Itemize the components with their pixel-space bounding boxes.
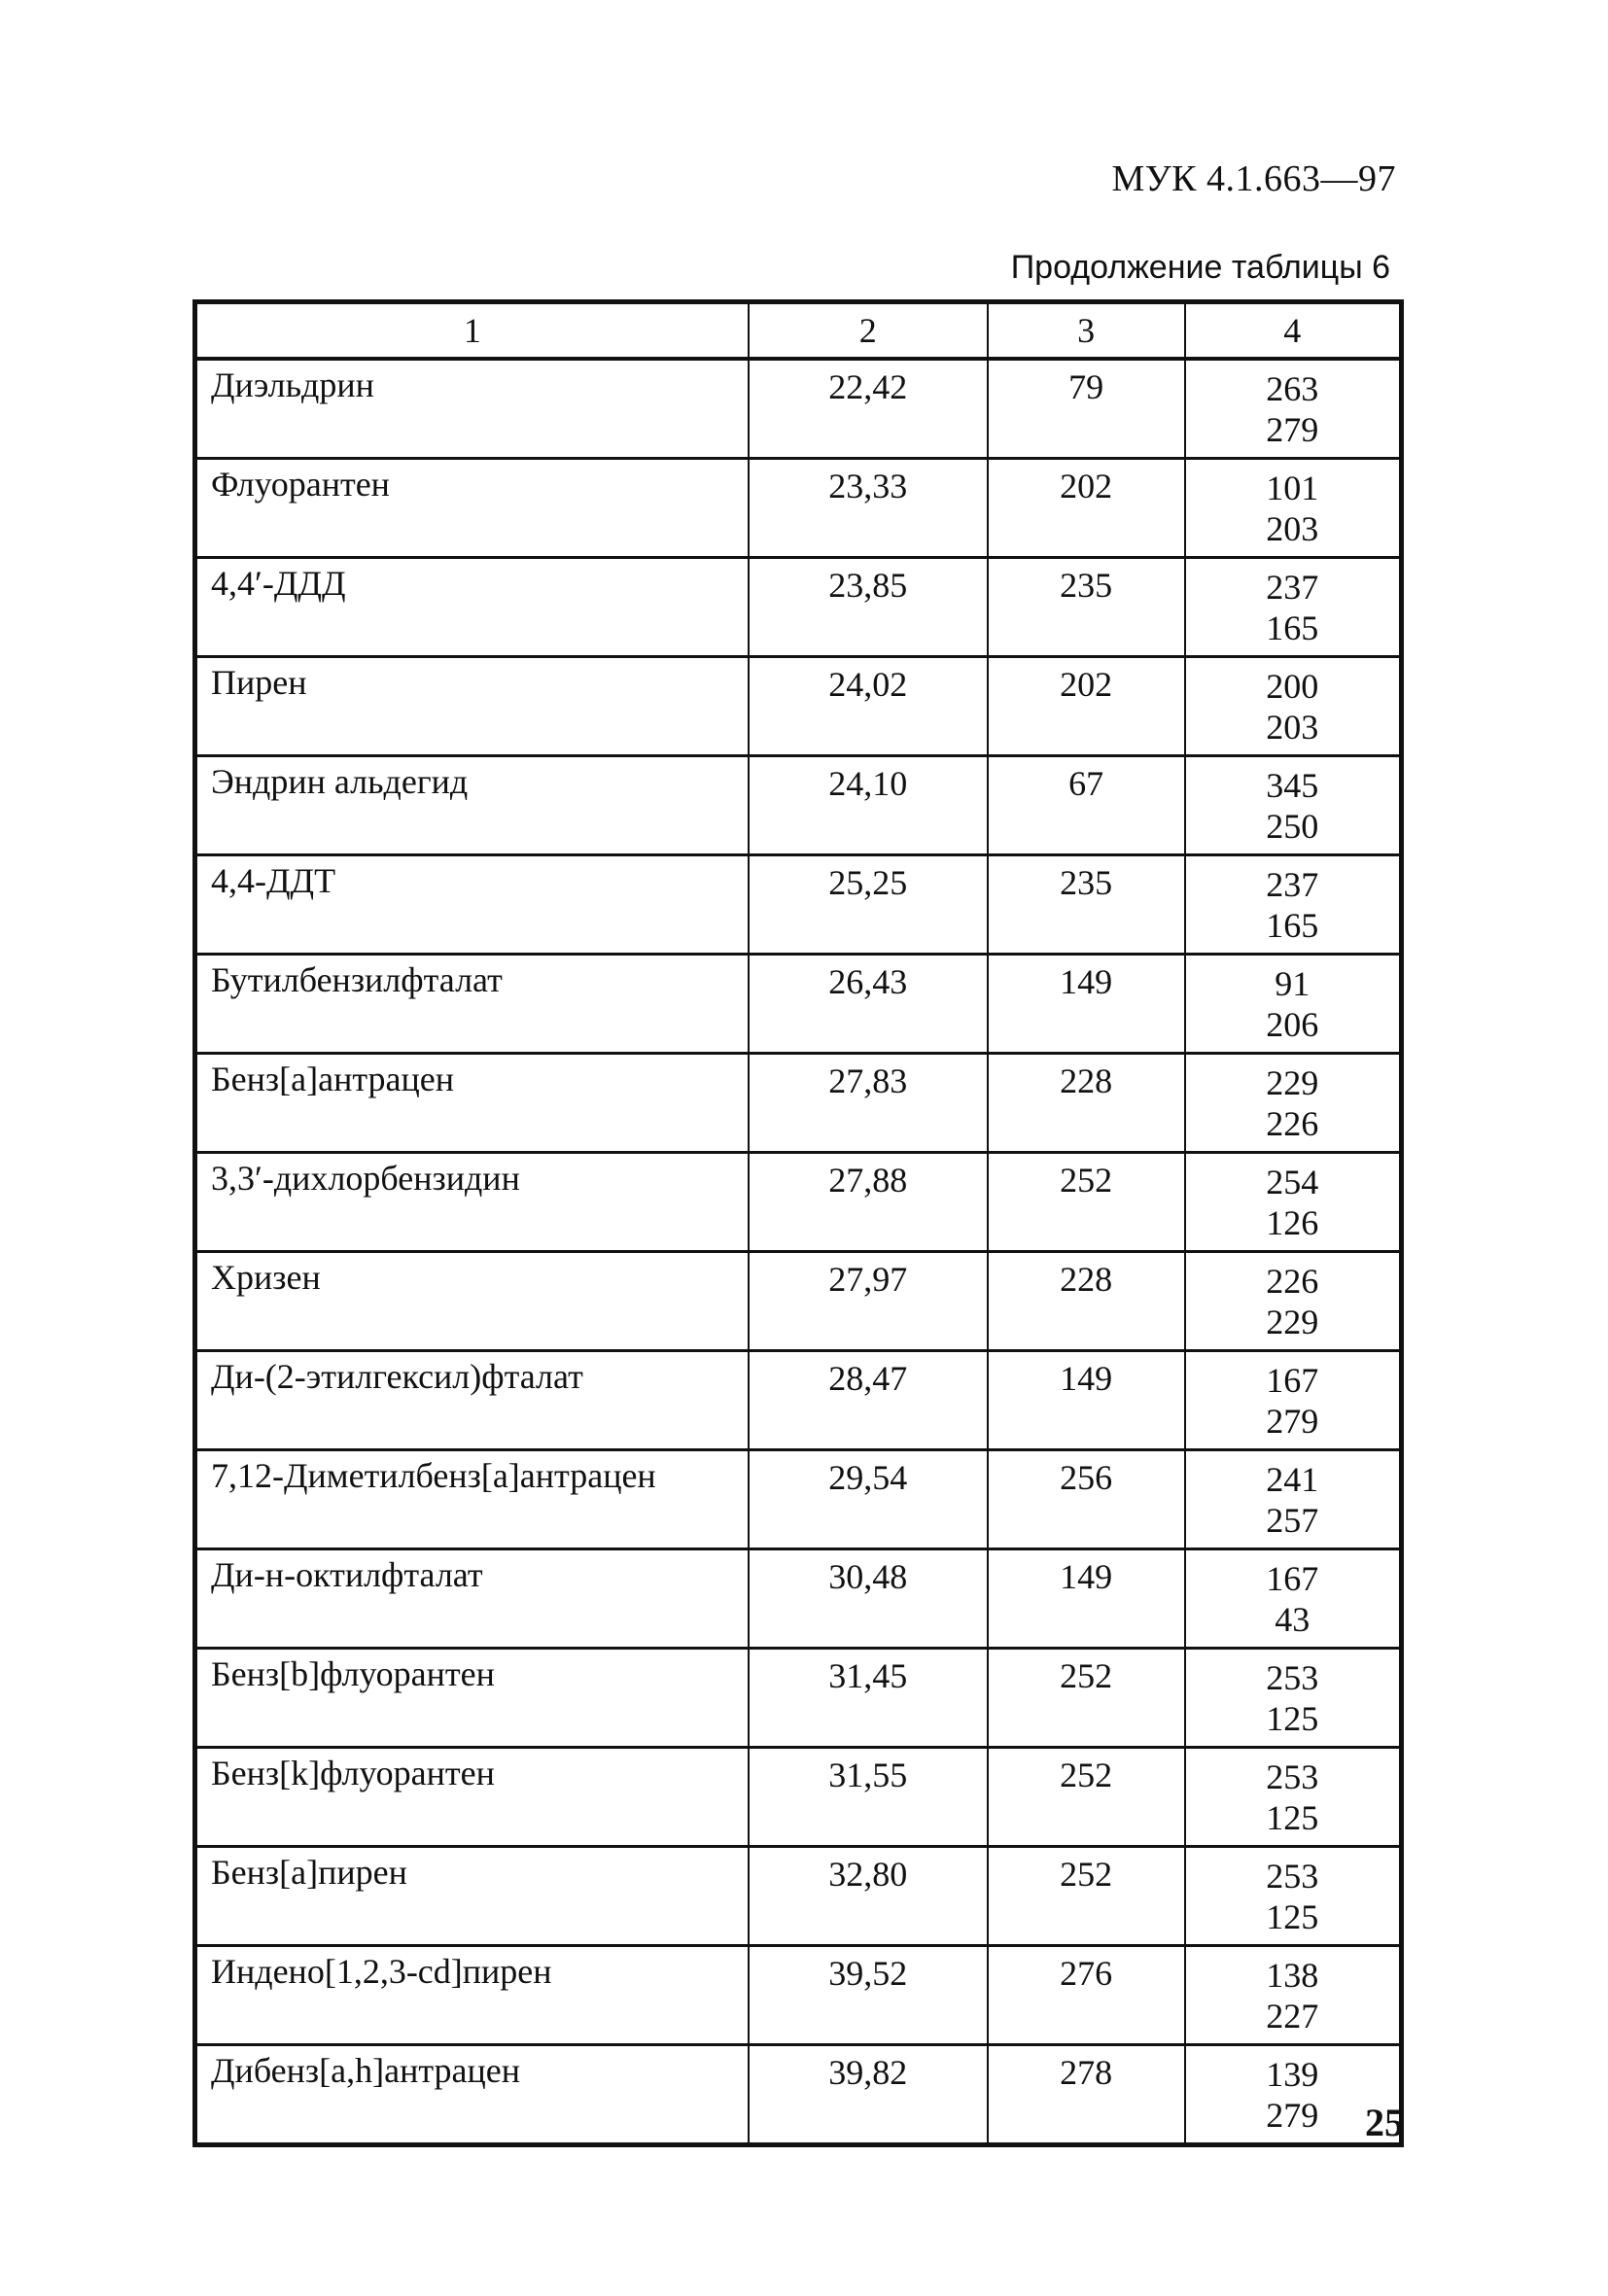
retention-time-cell: 24,10 — [749, 756, 988, 855]
main-ion-cell: 252 — [988, 1153, 1185, 1252]
compound-name-cell: Бенз[а]антрацен — [195, 1054, 749, 1153]
table-row — [195, 1847, 1402, 1946]
confirming-ion-value: 101 — [1266, 469, 1319, 507]
table-row — [195, 1450, 1402, 1549]
confirming-ion-value: 165 — [1266, 906, 1319, 945]
main-ion-cell: 235 — [988, 558, 1185, 657]
data-table — [192, 299, 1404, 2147]
compound-name-cell: Дибенз[a,h]антрацен — [195, 2045, 749, 2145]
header-row — [195, 302, 1402, 360]
confirming-ions-cell — [1185, 855, 1402, 955]
compound-name-cell: 4,4′-ДДД — [195, 558, 749, 657]
table-row — [195, 1946, 1402, 2045]
compound-name-cell: Ди-(2-этилгексил)фталат — [195, 1351, 749, 1450]
table-row — [195, 1054, 1402, 1153]
main-ion-cell: 149 — [988, 1351, 1185, 1450]
compound-name-cell: Ди-н-октилфталат — [195, 1549, 749, 1649]
retention-time-cell: 28,47 — [749, 1351, 988, 1450]
table-row — [195, 1351, 1402, 1450]
confirming-ion-value: 253 — [1266, 1757, 1319, 1796]
confirming-ion-value: 125 — [1266, 1897, 1319, 1936]
confirming-ion-value: 125 — [1266, 1699, 1319, 1738]
table-row — [195, 1748, 1402, 1847]
main-ion-cell: 67 — [988, 756, 1185, 855]
table-header — [195, 302, 1402, 360]
confirming-ion-value: 126 — [1266, 1203, 1319, 1242]
confirming-ion-value: 227 — [1266, 1997, 1319, 2035]
main-ion-cell: 149 — [988, 955, 1185, 1054]
retention-time-cell: 30,48 — [749, 1549, 988, 1649]
compound-name-cell: Хризен — [195, 1252, 749, 1351]
compound-name-cell: Бенз[а]пирен — [195, 1847, 749, 1946]
compound-name-cell: Бутилбензилфталат — [195, 955, 749, 1054]
column-header-4: 4 — [1185, 302, 1402, 360]
column-header-1: 1 — [195, 302, 749, 360]
main-ion-cell: 202 — [988, 459, 1185, 558]
compound-name-cell: Бенз[b]флуорантен — [195, 1649, 749, 1748]
retention-time-cell: 39,82 — [749, 2045, 988, 2145]
main-ion-cell: 79 — [988, 359, 1185, 459]
confirming-ions-cell — [1185, 1450, 1402, 1549]
confirming-ions-cell — [1185, 1252, 1402, 1351]
confirming-ions-cell — [1185, 1748, 1402, 1847]
compound-name-cell: Бенз[k]флуорантен — [195, 1748, 749, 1847]
confirming-ion-value: 263 — [1266, 369, 1319, 408]
retention-time-cell: 23,33 — [749, 459, 988, 558]
confirming-ions-cell — [1185, 558, 1402, 657]
table-row — [195, 855, 1402, 955]
retention-time-cell: 32,80 — [749, 1847, 988, 1946]
confirming-ion-value: 253 — [1266, 1658, 1319, 1697]
main-ion-cell: 149 — [988, 1549, 1185, 1649]
retention-time-cell: 31,45 — [749, 1649, 988, 1748]
main-ion-cell: 202 — [988, 657, 1185, 756]
column-header-3: 3 — [988, 302, 1185, 360]
main-ion-cell: 256 — [988, 1450, 1185, 1549]
confirming-ion-value: 203 — [1266, 509, 1319, 548]
retention-time-cell: 23,85 — [749, 558, 988, 657]
compound-name-cell: 3,3′-дихлорбензидин — [195, 1153, 749, 1252]
compound-name-cell: Пирен — [195, 657, 749, 756]
main-ion-cell: 252 — [988, 1748, 1185, 1847]
compound-name-cell: 7,12-Диметилбенз[а]антрацен — [195, 1450, 749, 1549]
compound-name-cell: Флуорантен — [195, 459, 749, 558]
confirming-ion-value: 250 — [1266, 807, 1319, 846]
main-ion-cell: 278 — [988, 2045, 1185, 2145]
main-ion-cell: 252 — [988, 1847, 1185, 1946]
column-header-2: 2 — [749, 302, 988, 360]
confirming-ion-value: 226 — [1266, 1104, 1319, 1143]
confirming-ion-value: 229 — [1266, 1303, 1319, 1341]
confirming-ions-cell — [1185, 657, 1402, 756]
confirming-ion-value: 229 — [1266, 1063, 1319, 1102]
confirming-ions-cell — [1185, 756, 1402, 855]
confirming-ion-value: 279 — [1266, 410, 1319, 449]
compound-name-cell: Эндрин альдегид — [195, 756, 749, 855]
confirming-ion-value: 206 — [1266, 1005, 1319, 1044]
confirming-ions-cell — [1185, 1549, 1402, 1649]
retention-time-cell: 31,55 — [749, 1748, 988, 1847]
compound-name-cell: Диэльдрин — [195, 359, 749, 459]
confirming-ions-cell — [1185, 1649, 1402, 1748]
retention-time-cell: 39,52 — [749, 1946, 988, 2045]
table-row — [195, 756, 1402, 855]
compound-name-cell: Индено[1,2,3-cd]пирен — [195, 1946, 749, 2045]
confirming-ion-value: 203 — [1266, 708, 1319, 747]
main-ion-cell: 235 — [988, 855, 1185, 955]
retention-time-cell: 24,02 — [749, 657, 988, 756]
retention-time-cell: 22,42 — [749, 359, 988, 459]
confirming-ion-value: 237 — [1266, 865, 1319, 904]
retention-time-cell: 29,54 — [749, 1450, 988, 1549]
confirming-ion-value: 345 — [1266, 766, 1319, 805]
table-row — [195, 657, 1402, 756]
retention-time-cell: 26,43 — [749, 955, 988, 1054]
confirming-ions-cell — [1185, 955, 1402, 1054]
confirming-ion-value: 257 — [1266, 1501, 1319, 1540]
table-row — [195, 1252, 1402, 1351]
main-ion-cell: 252 — [988, 1649, 1185, 1748]
main-ion-cell: 276 — [988, 1946, 1185, 2045]
main-ion-cell: 228 — [988, 1054, 1185, 1153]
retention-time-cell: 27,83 — [749, 1054, 988, 1153]
table-row — [195, 1649, 1402, 1748]
confirming-ion-value: 253 — [1266, 1857, 1319, 1896]
confirming-ion-value: 279 — [1266, 2096, 1319, 2135]
table-row — [195, 1153, 1402, 1252]
confirming-ion-value: 237 — [1266, 568, 1319, 607]
confirming-ion-value: 167 — [1266, 1559, 1319, 1598]
confirming-ion-value: 139 — [1266, 2055, 1319, 2094]
main-ion-cell: 228 — [988, 1252, 1185, 1351]
confirming-ion-value: 91 — [1275, 964, 1311, 1003]
compound-name-cell: 4,4-ДДТ — [195, 855, 749, 955]
table-row — [195, 955, 1402, 1054]
table-row — [195, 2045, 1402, 2145]
table-continuation-caption: Продолжение таблицы 6 — [1010, 249, 1390, 286]
retention-time-cell: 25,25 — [749, 855, 988, 955]
confirming-ions-cell — [1185, 1153, 1402, 1252]
confirming-ion-value: 226 — [1266, 1262, 1319, 1301]
confirming-ion-value: 138 — [1266, 1956, 1319, 1995]
confirming-ion-value: 167 — [1266, 1361, 1319, 1400]
retention-time-cell: 27,88 — [749, 1153, 988, 1252]
document-code: МУК 4.1.663—97 — [1111, 158, 1396, 199]
page-number: 25 — [1365, 2101, 1404, 2144]
table-body — [195, 359, 1402, 2145]
confirming-ion-value: 125 — [1266, 1798, 1319, 1837]
retention-time-cell: 27,97 — [749, 1252, 988, 1351]
confirming-ions-cell — [1185, 1946, 1402, 2045]
confirming-ions-cell — [1185, 1054, 1402, 1153]
table-row — [195, 459, 1402, 558]
table-row — [195, 359, 1402, 459]
table-row — [195, 558, 1402, 657]
table-row — [195, 1549, 1402, 1649]
confirming-ion-value: 165 — [1266, 609, 1319, 647]
confirming-ion-value: 200 — [1266, 667, 1319, 706]
confirming-ion-value: 241 — [1266, 1460, 1319, 1499]
confirming-ions-cell — [1185, 359, 1402, 459]
confirming-ion-value: 254 — [1266, 1163, 1319, 1201]
confirming-ion-value: 279 — [1266, 1402, 1319, 1441]
confirming-ions-cell — [1185, 1351, 1402, 1450]
confirming-ions-cell — [1185, 459, 1402, 558]
confirming-ion-value: 43 — [1275, 1600, 1311, 1639]
confirming-ions-cell — [1185, 1847, 1402, 1946]
